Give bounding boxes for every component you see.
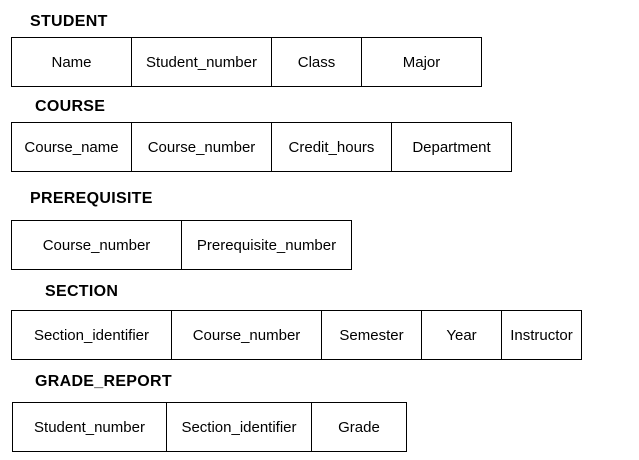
schema-course bbox=[11, 122, 512, 172]
table-title-course: COURSE bbox=[35, 98, 106, 115]
attribute-cell: Class bbox=[272, 37, 362, 87]
table-title-student: STUDENT bbox=[30, 13, 108, 30]
table-title-section: SECTION bbox=[45, 283, 119, 300]
schema-student bbox=[11, 37, 482, 87]
attribute-cell: Section_identifier bbox=[167, 402, 312, 452]
attribute-cell: Course_name bbox=[11, 122, 132, 172]
attribute-cell: Course_number bbox=[11, 220, 182, 270]
attribute-cell: Course_number bbox=[132, 122, 272, 172]
attribute-cell: Instructor bbox=[502, 310, 582, 360]
attribute-cell: Year bbox=[422, 310, 502, 360]
attribute-cell: Student_number bbox=[132, 37, 272, 87]
schema-section bbox=[11, 310, 582, 360]
attribute-cell: Semester bbox=[322, 310, 422, 360]
table-title-grade-report: GRADE_REPORT bbox=[35, 373, 172, 390]
attribute-cell: Course_number bbox=[172, 310, 322, 360]
attribute-cell: Credit_hours bbox=[272, 122, 392, 172]
attribute-cell: Prerequisite_number bbox=[182, 220, 352, 270]
table-title-prerequisite: PREREQUISITE bbox=[30, 190, 153, 207]
attribute-cell: Section_identifier bbox=[11, 310, 172, 360]
schema-grade-report bbox=[12, 402, 407, 452]
attribute-cell: Grade bbox=[312, 402, 407, 452]
attribute-cell: Department bbox=[392, 122, 512, 172]
attribute-cell: Student_number bbox=[12, 402, 167, 452]
schema-prerequisite bbox=[11, 220, 352, 270]
attribute-cell: Major bbox=[362, 37, 482, 87]
attribute-cell: Name bbox=[11, 37, 132, 87]
